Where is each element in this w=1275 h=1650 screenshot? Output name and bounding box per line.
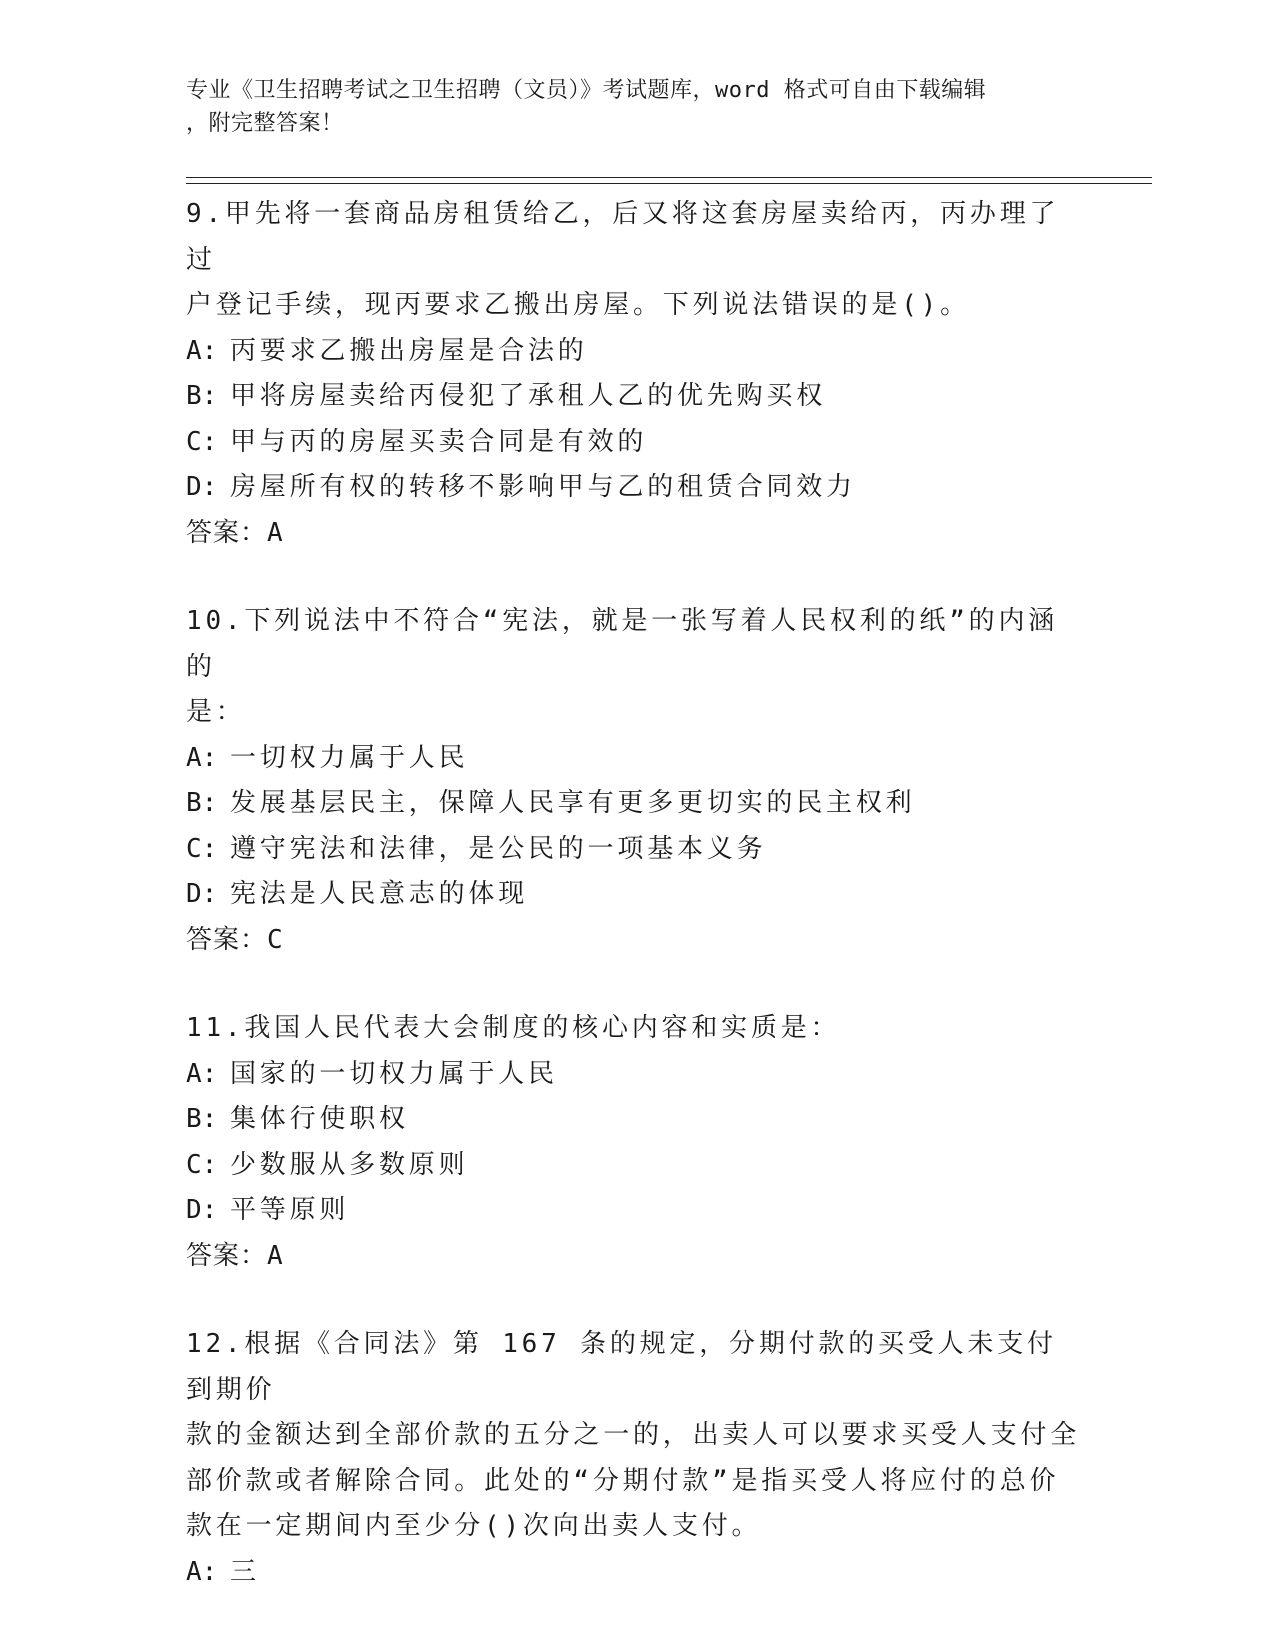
question-11: [186, 1006, 1086, 1279]
option-letter: D:: [186, 472, 218, 502]
option-letter: D:: [186, 1195, 218, 1225]
option-letter: A:: [186, 742, 218, 773]
question-stem-line: 12.根据《合同法》第 167 条的规定，分期付款的买受人未支付到期价: [186, 1329, 1057, 1405]
answer-label: 答案：A: [186, 1240, 284, 1271]
option-text: 发展基层民主，保障人民享有更多更切实的民主权利: [230, 788, 916, 818]
option-text: 遵守宪法和法律，是公民的一项基本义务: [230, 833, 767, 864]
option-text: 平等原则: [230, 1195, 350, 1225]
option-text: 丙要求乙搬出房屋是合法的: [230, 335, 588, 366]
question-stem-line: 11.我国人民代表大会制度的核心内容和实质是：: [186, 1013, 841, 1043]
option-letter: A:: [186, 1058, 218, 1089]
option-c: [186, 420, 1086, 466]
option-text: 宪法是人民意志的体现: [230, 879, 529, 909]
question-9: [186, 192, 1086, 556]
answer-label: 答案：A: [186, 517, 284, 548]
document-header: [186, 74, 1066, 140]
option-text: 集体行使职权: [230, 1104, 409, 1134]
option-b: [186, 374, 1086, 420]
question-stem-line: 部价款或者解除合同。此处的“分期付款”是指买受人将应付的总价: [186, 1465, 1060, 1496]
option-letter: A:: [186, 335, 218, 366]
option-a: [186, 1550, 1086, 1596]
option-d: [186, 872, 1086, 918]
option-d: [186, 1188, 1086, 1234]
option-text: 甲将房屋卖给丙侵犯了承租人乙的优先购买权: [230, 381, 827, 411]
option-b: [186, 781, 1086, 827]
option-text: 三: [230, 1556, 260, 1587]
option-d: [186, 465, 1086, 511]
option-a: [186, 736, 1086, 782]
option-letter: B:: [186, 381, 218, 411]
option-text: 房屋所有权的转移不影响甲与乙的租赁合同效力: [230, 472, 856, 502]
question-stem-line: 款的金额达到全部价款的五分之一的，出卖人可以要求买受人支付全: [186, 1420, 1081, 1450]
option-letter: C:: [186, 426, 218, 457]
header-line-2: ，附完整答案！: [186, 111, 344, 136]
question-10: [186, 599, 1086, 963]
option-letter: B:: [186, 1104, 218, 1134]
question-stem-line: 9.甲先将一套商品房租赁给乙，后又将这套房屋卖给丙，丙办理了过: [186, 199, 1060, 275]
question-stem-line: 户登记手续，现丙要求乙搬出房屋。下列说法错误的是()。: [186, 290, 970, 320]
option-letter: C:: [186, 833, 218, 864]
option-a: [186, 1052, 1086, 1098]
option-text: 国家的一切权力属于人民: [230, 1058, 558, 1089]
option-letter: A:: [186, 1556, 218, 1587]
answer-label: 答案：C: [186, 924, 284, 955]
option-letter: D:: [186, 879, 218, 909]
option-letter: B:: [186, 788, 218, 818]
header-divider: [186, 177, 1152, 184]
question-stem-line: 10.下列说法中不符合“宪法，就是一张写着人民权利的纸”的内涵的: [186, 606, 1059, 682]
option-text: 少数服从多数原则: [230, 1149, 469, 1180]
question-list: [186, 192, 1086, 1638]
question-stem-line: 款在一定期间内至少分()次向出卖人支付。: [186, 1511, 762, 1541]
question-stem-line: 是：: [186, 697, 246, 727]
option-text: 甲与丙的房屋买卖合同是有效的: [230, 426, 648, 457]
header-line-1: 专业《卫生招聘考试之卫生招聘（文员）》考试题库，word 格式可自由下载编辑: [186, 78, 987, 103]
question-12: [186, 1322, 1086, 1595]
option-c: [186, 1143, 1086, 1189]
option-text: 一切权力属于人民: [230, 742, 469, 773]
option-c: [186, 827, 1086, 873]
option-letter: C:: [186, 1149, 218, 1180]
option-a: [186, 329, 1086, 375]
option-b: [186, 1097, 1086, 1143]
